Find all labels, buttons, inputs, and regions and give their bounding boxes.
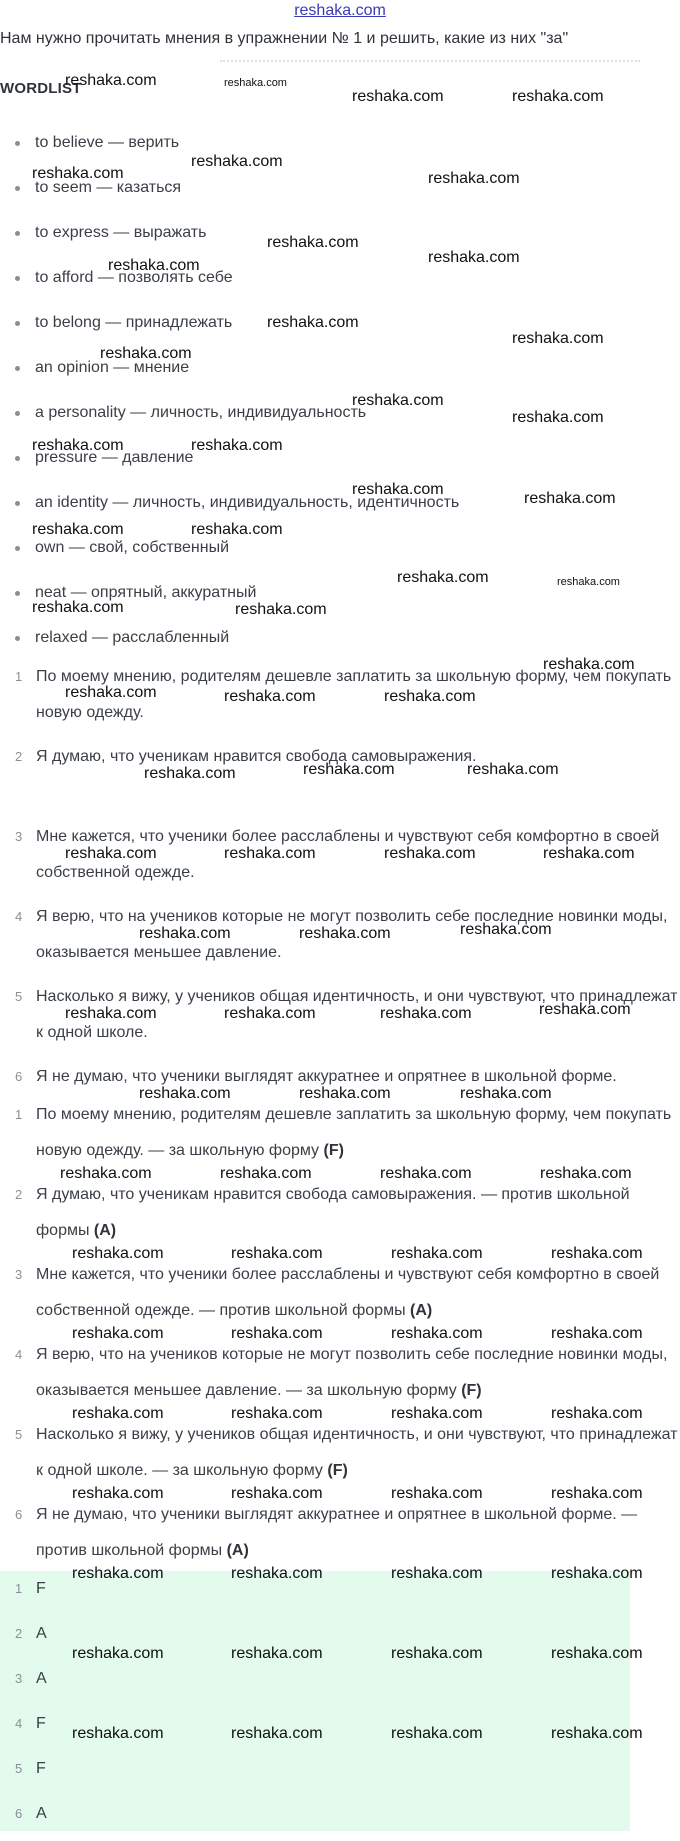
watermark: reshaka.com [551,1725,643,1742]
site-link[interactable]: reshaka.com [294,2,386,19]
watermark: reshaka.com [512,409,604,426]
watermark: reshaka.com [60,1165,152,1182]
bullet-icon [15,501,20,506]
watermark: reshaka.com [191,521,283,538]
watermark: reshaka.com [391,1565,483,1582]
watermark: reshaka.com [65,1005,157,1022]
answer-item: 2 A [15,1625,47,1642]
watermark: reshaka.com [380,1005,472,1022]
watermark: reshaka.com [551,1405,643,1422]
bullet-icon [15,546,20,551]
bullet-icon [15,456,20,461]
watermark: reshaka.com [32,599,124,616]
watermark: reshaka.com [224,845,316,862]
bullet-icon [15,591,20,596]
watermark: reshaka.com [391,1485,483,1502]
watermark: reshaka.com [543,845,635,862]
watermark: reshaka.com [65,845,157,862]
translations-list [0,659,680,1121]
answer-item: 6 A [15,1805,47,1822]
watermark: reshaka.com [384,845,476,862]
watermark: reshaka.com [299,1085,391,1102]
watermark: reshaka.com [231,1245,323,1262]
watermark: reshaka.com [231,1725,323,1742]
watermark: reshaka.com [72,1405,164,1422]
answer-tag: (A) [93,1222,117,1239]
watermark: reshaka.com [220,1165,312,1182]
watermark: reshaka.com [428,170,520,187]
watermark: reshaka.com [540,1165,632,1182]
wordlist-item: to belong — принадлежать [0,311,459,356]
watermark: reshaka.com [299,925,391,942]
answer-item: 1 F [15,1580,46,1597]
list-item: 1 По моему мнению, родителям дешевле заплатить за школьную форму, чем покупать новую одежду. — за школьную форму (F) [15,1106,672,1159]
answer-tag: (F) [461,1382,482,1399]
watermark: reshaka.com [397,569,489,586]
watermark: reshaka.com [512,88,604,105]
wordlist-item: an opinion — мнение [0,356,459,401]
watermark: reshaka.com [524,490,616,507]
watermark: reshaka.com [380,1165,472,1182]
bullet-icon [15,321,20,326]
bullet-icon [15,411,20,416]
watermark: reshaka.com [551,1565,643,1582]
watermark: reshaka.com [224,688,316,705]
watermark: reshaka.com [512,330,604,347]
list-item: 3 Мне кажется, что ученики более расслаблены и чувствуют себя комфортно в своей собственной одежде. [15,828,660,881]
bullet-icon [15,366,20,371]
answer-tag: (F) [323,1142,344,1159]
watermark: reshaka.com [267,234,359,251]
watermark: reshaka.com [557,576,620,588]
answer-item: 5 F [15,1760,46,1777]
wordlist-item: to afford — позволять себе [0,266,459,311]
watermark: reshaka.com [384,688,476,705]
answer-tag: (A) [410,1302,433,1319]
watermark: reshaka.com [352,392,444,409]
bullet-icon [15,231,20,236]
answer-tag: (F) [327,1462,348,1479]
watermark: reshaka.com [551,1485,643,1502]
watermark: reshaka.com [231,1485,323,1502]
watermark: reshaka.com [139,1085,231,1102]
watermark: reshaka.com [231,1565,323,1582]
watermark: reshaka.com [32,437,124,454]
watermark: reshaka.com [191,437,283,454]
watermark: reshaka.com [231,1645,323,1662]
watermark: reshaka.com [391,1245,483,1262]
list-item: 1 По моему мнению, родителям дешевле заплатить за школьную форму, чем покупать новую одежду. [15,668,672,721]
watermark: reshaka.com [72,1485,164,1502]
watermark: reshaka.com [428,249,520,266]
watermark: reshaka.com [224,1005,316,1022]
wordlist-item: own — свой, собственный [0,536,459,581]
wordlist-item: to express — выражать [0,221,459,266]
list-item: 6 Я не думаю, что ученики выглядят аккуратнее и опрятнее в школьной форме. [15,1068,617,1085]
watermark: reshaka.com [352,481,444,498]
watermark: reshaka.com [72,1565,164,1582]
wordlist-item: to believe — верить [0,131,459,176]
list-item: 2 Я думаю, что ученикам нравится свобода самовыражения. — против школьной формы (A) [15,1186,630,1239]
watermark: reshaka.com [144,765,236,782]
list-item: 3 Мне кажется, что ученики более расслаблены и чувствуют себя комфортно в своей собственной одежде. — против школьной формы (A) [15,1266,660,1319]
wordlist-item: a personality — личность, индивидуальность [0,401,459,446]
watermark: reshaka.com [391,1405,483,1422]
watermark: reshaka.com [235,601,327,618]
wordlist-item: an identity — личность, индивидуальность, идентичность [0,491,459,536]
watermark: reshaka.com [108,257,200,274]
watermark: reshaka.com [539,1001,631,1018]
list-item: 6 Я не думаю, что ученики выглядят аккуратнее и опрятнее в школьной форме. — против школьной формы (A) [15,1506,638,1559]
bullet-icon [15,141,20,146]
list-item: 5 Насколько я вижу, у учеников общая идентичность, и они чувствуют, что принадлежат к одной школе. — за школьную форму (F) [15,1426,678,1479]
watermark: reshaka.com [139,925,231,942]
watermark: reshaka.com [467,761,559,778]
answer-item: 4 F [15,1715,46,1732]
faded-text-line [220,60,640,70]
list-item: 5 Насколько я вижу, у учеников общая идентичность, и они чувствуют, что принадлежат к одной школе. [15,988,678,1041]
list-item: 2 Я думаю, что ученикам нравится свобода самовыражения. [15,748,477,765]
bullet-icon [15,276,20,281]
wordlist-item: pressure — давление [0,446,459,491]
wordlist-heading: WORDLIST [0,80,82,97]
watermark: reshaka.com [72,1245,164,1262]
list-item: 4 Я верю, что на учеников которые не могут позволить себе последние новинки моды, оказывается меньшее давление. — за школьную форму (F) [15,1346,668,1399]
answer-tag: (A) [226,1542,249,1559]
watermark: reshaka.com [352,88,444,105]
watermark: reshaka.com [32,165,124,182]
watermark: reshaka.com [391,1325,483,1342]
watermark: reshaka.com [231,1325,323,1342]
answer-item: 3 A [15,1670,47,1687]
watermark: reshaka.com [543,656,635,673]
watermark: reshaka.com [551,1245,643,1262]
wordlist-item: relaxed — расслабленный [0,626,459,671]
list-item: 4 Я верю, что на учеников которые не могут позволить себе последние новинки моды, оказывается меньшее давление. [15,908,668,961]
wordlist-item: neat — опрятный, аккуратный [0,581,459,626]
watermark: reshaka.com [551,1325,643,1342]
watermark: reshaka.com [224,77,287,89]
watermark: reshaka.com [303,761,395,778]
watermark: reshaka.com [391,1645,483,1662]
watermark: reshaka.com [72,1725,164,1742]
watermark: reshaka.com [231,1405,323,1422]
answers-box [0,1571,630,1831]
bullet-icon [15,636,20,641]
bullet-icon [15,186,20,191]
watermark: reshaka.com [32,521,124,538]
watermark: reshaka.com [65,72,157,89]
intro-text: Нам нужно прочитать мнения в упражнении № 1 и решить, какие из них "за" [0,30,569,47]
watermark: reshaka.com [460,921,552,938]
watermark: reshaka.com [267,314,359,331]
watermark: reshaka.com [72,1645,164,1662]
watermark: reshaka.com [551,1645,643,1662]
watermark: reshaka.com [100,345,192,362]
wordlist-item: to seem — казаться [0,176,459,221]
watermark: reshaka.com [65,684,157,701]
watermark: reshaka.com [460,1085,552,1102]
watermark: reshaka.com [391,1725,483,1742]
watermark: reshaka.com [72,1325,164,1342]
watermark: reshaka.com [191,153,283,170]
